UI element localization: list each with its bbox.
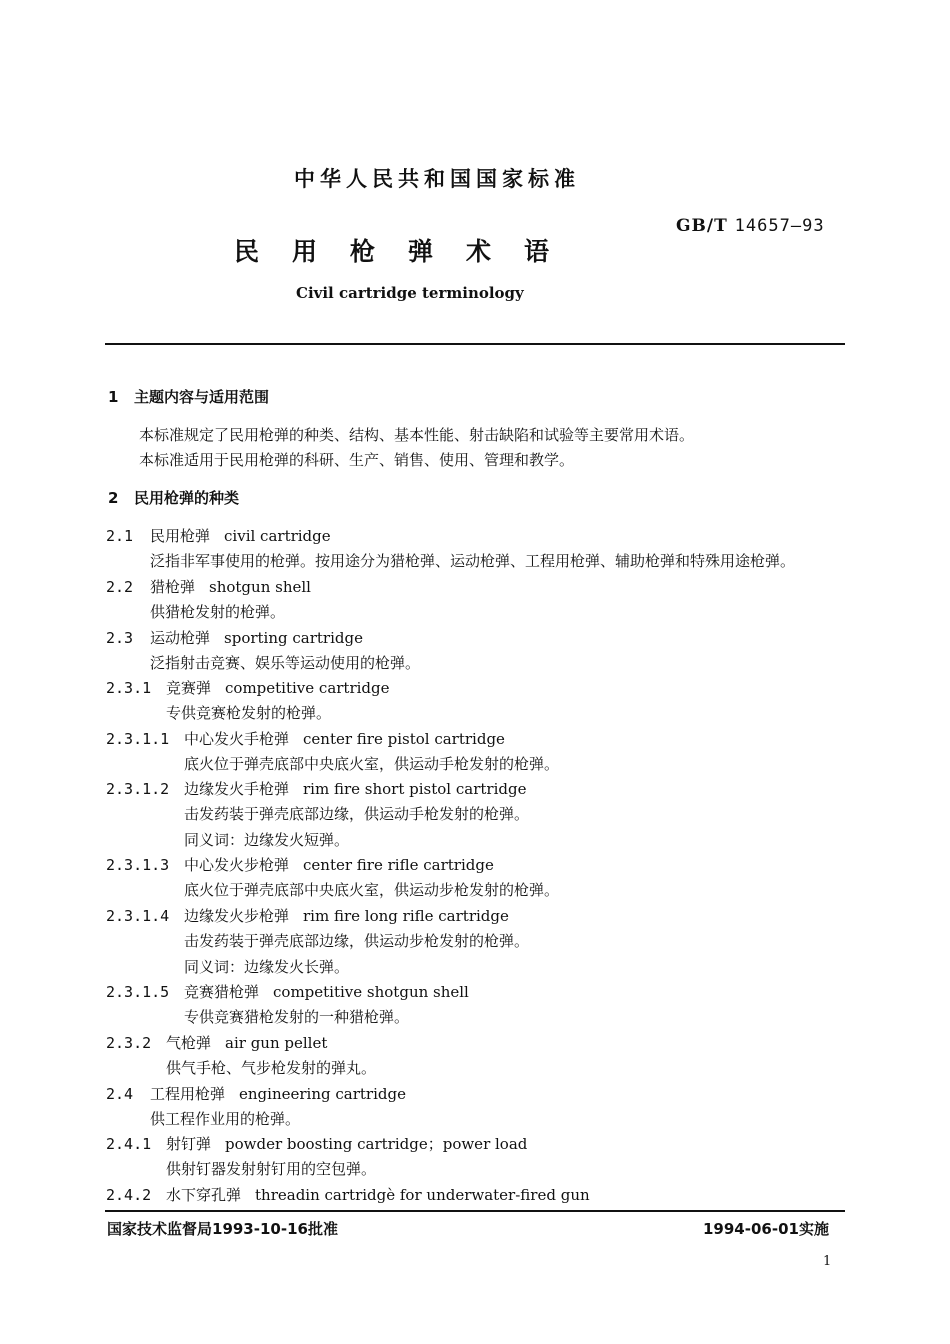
term-entry: [106, 1133, 527, 1154]
term-definition: 专供竞赛猎枪发射的一种猎枪弹。: [184, 1008, 410, 1026]
term-number: 2.3.1.4: [106, 907, 170, 925]
page-title: 民用枪弹术语: [234, 237, 583, 266]
term-definition: 泛指非军事使用的枪弹。按用途分为猎枪弹、运动枪弹、工程用枪弹、辅助枪弹和特殊用途枪弹。: [150, 552, 796, 570]
term-entry: [106, 576, 311, 597]
term-cn: 运动枪弹: [150, 629, 211, 647]
term-cn: 边缘发火步枪弹: [184, 907, 290, 925]
term-cn: 水下穿孔弹: [166, 1186, 242, 1204]
page-title-english: Civil cartridge terminology: [296, 284, 524, 302]
term-en: sporting cartridge: [224, 629, 363, 647]
term-cn: 射钉弹: [166, 1135, 212, 1153]
term-cn: 边缘发火手枪弹: [184, 780, 290, 798]
effective-date: 1994-06-01实施: [703, 1220, 829, 1238]
standard-code: GB/T: [676, 216, 728, 236]
term-en: shotgun shell: [209, 578, 311, 596]
term-en: center fire pistol cartridge: [303, 730, 505, 748]
term-number: 2.1: [106, 527, 134, 545]
term-definition: 供猎枪发射的枪弹。: [150, 603, 286, 621]
term-entry: [106, 525, 331, 546]
section-heading-2: [108, 487, 239, 508]
term-number: 2.3.1.1: [106, 730, 170, 748]
term-cn: 竞赛弹: [166, 679, 212, 697]
term-en: rim fire long rifle cartridge: [303, 907, 509, 925]
term-entry: [106, 854, 494, 875]
term-en: air gun pellet: [225, 1034, 328, 1052]
header-divider: [105, 343, 845, 345]
term-en: powder boosting cartridge；power load: [225, 1135, 528, 1153]
term-cn: 民用枪弹: [150, 527, 211, 545]
term-entry: [106, 627, 363, 648]
term-cn: 竞赛猎枪弹: [184, 983, 260, 1001]
footer-divider: [105, 1210, 845, 1212]
section-title: 主题内容与适用范围: [134, 388, 270, 406]
term-number: 2.3.1.2: [106, 780, 170, 798]
term-entry: [106, 981, 469, 1002]
scope-paragraph: 本标准规定了民用枪弹的种类、结构、基本性能、射击缺陷和试验等主要常用术语。: [139, 426, 695, 444]
section-number: 2: [108, 489, 119, 507]
term-en: competitive shotgun shell: [273, 983, 469, 1001]
scope-paragraph: 本标准适用于民用枪弹的科研、生产、销售、使用、管理和教学。: [139, 451, 575, 469]
term-definition: 底火位于弹壳底部中央底火室，供运动步枪发射的枪弹。: [184, 881, 560, 899]
term-en: engineering cartridge: [239, 1085, 406, 1103]
term-en: threadin cartridgè for underwater-fired gun: [255, 1186, 590, 1204]
term-entry: [106, 1083, 406, 1104]
standard-org-heading: 中华人民共和国国家标准: [294, 167, 580, 191]
term-definition: 击发药装于弹壳底部边缘，供运动手枪发射的枪弹。: [184, 805, 530, 823]
term-number: 2.3.1.5: [106, 983, 170, 1001]
term-definition: 击发药装于弹壳底部边缘，供运动步枪发射的枪弹。: [184, 932, 530, 950]
term-number: 2.4.1: [106, 1135, 152, 1153]
term-entry: [106, 677, 390, 698]
term-definition: 泛指射击竞赛、娱乐等运动使用的枪弹。: [150, 654, 421, 672]
term-entry: [106, 728, 505, 749]
term-entry: [106, 1184, 590, 1205]
section-heading-1: [108, 386, 269, 407]
term-cn: 中心发火步枪弹: [184, 856, 290, 874]
term-number: 2.3: [106, 629, 134, 647]
approval-date: 国家技术监督局1993-10-16批准: [107, 1220, 338, 1238]
term-cn: 工程用枪弹: [150, 1085, 226, 1103]
term-definition: 供射钉器发射射钉用的空包弹。: [166, 1160, 377, 1178]
term-definition: 底火位于弹壳底部中央底火室，供运动手枪发射的枪弹。: [184, 755, 560, 773]
term-en: rim fire short pistol cartridge: [303, 780, 527, 798]
term-number: 2.3.2: [106, 1034, 152, 1052]
page-number: 1: [823, 1254, 832, 1269]
term-entry: [106, 905, 509, 926]
term-cn: 气枪弹: [166, 1034, 212, 1052]
term-synonym: 同义词：边缘发火短弹。: [184, 831, 350, 849]
standard-number: [676, 216, 825, 236]
term-cn: 中心发火手枪弹: [184, 730, 290, 748]
term-number: 2.2: [106, 578, 134, 596]
term-definition: 供气手枪、气步枪发射的弹丸。: [166, 1059, 377, 1077]
term-cn: 猎枪弹: [150, 578, 196, 596]
term-number: 2.4: [106, 1085, 134, 1103]
term-entry: [106, 1032, 327, 1053]
term-en: civil cartridge: [224, 527, 331, 545]
term-entry: [106, 778, 526, 799]
term-en: center fire rifle cartridge: [303, 856, 494, 874]
term-definition: 供工程作业用的枪弹。: [150, 1110, 301, 1128]
section-title: 民用枪弹的种类: [134, 489, 240, 507]
term-en: competitive cartridge: [225, 679, 390, 697]
term-number: 2.3.1: [106, 679, 152, 697]
standard-number-value: 14657—93: [734, 216, 825, 236]
term-synonym: 同义词：边缘发火长弹。: [184, 958, 350, 976]
section-number: 1: [108, 388, 119, 406]
term-number: 2.3.1.3: [106, 856, 170, 874]
term-number: 2.4.2: [106, 1186, 152, 1204]
term-definition: 专供竞赛枪发射的枪弹。: [166, 704, 332, 722]
